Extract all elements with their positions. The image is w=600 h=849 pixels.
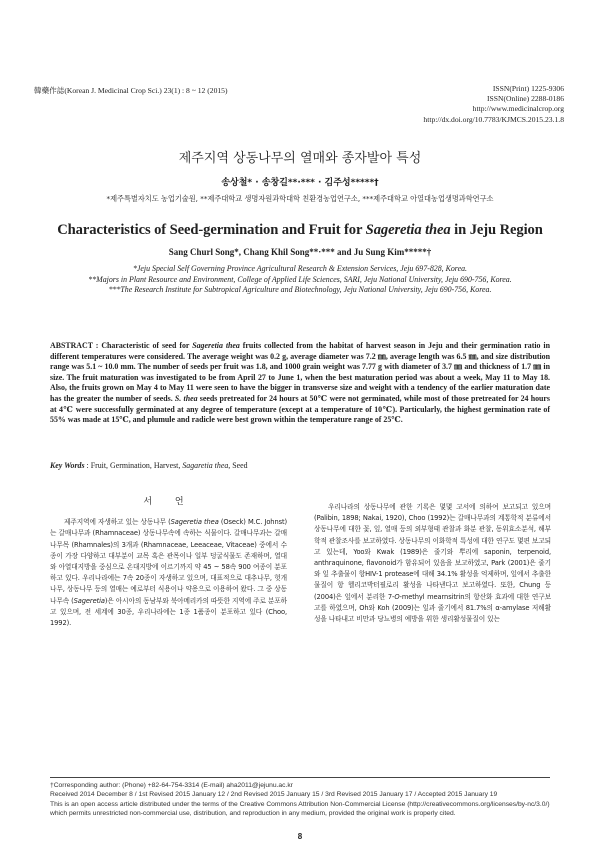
intro-left-text-b: (Oseck) M.C. Johnst)는 갈매나무과 (Rhamnaceae) 상동나무속에 속하는 식물이다. 갈매나무과는 갈매나무목 (Rhamnales)의 3개과 (Rhamnaceae, Leeaceae, Vitaceae) 중에서 수종이 가장 다양하고 대부분이 교목 혹은 관목이나 일부 덩굴식물도 존재하며, 열대와 아열대지방을 중심으로 온대지방에 이르기까지 약 45 ~ 58속 900 여종이 분포하고 있다. 우리나라에는 7속 20종이 자생하고 있으며, 대표적으로 대추나무, 헛개나무, 상동나무 등의 열매는 예로부터 식용이나 약용으로 이용하여 왔다. 그 중 상동나무속 ( [50,518,287,605]
abstract-text-2: fruits collected from the habitat of harvest season in Jeju and their germination ratio in different temperatures were considered. The average weight was 0.2 g, average diameter was 7.2 ㎜, average length was 6.5 ㎜, and size distribution range was 5.1 ~ 10.0 mm. The number of seeds per fruit was 1.8, and 1000 grain weight was 7.77 g with diameter of 3.7 ㎜ and thickness of 1.7 ㎜ in size. The fruit maturation was investigated to be from April 27 to June 1, when the best maturation period was about a week, May 11 to May 18. Also, the fruits grown on May 4 to May 11 were seen to have the bigger in transverse size and weight with a tendency of the earlier maturation date has the greater the number of seeds. [50,341,551,403]
affiliation-1: *Jeju Special Self Governing Province Agricultural Research & Extension Services, Jeju 697-828, Korea. [132,264,468,273]
abstract-species-2: S. thea [174,393,198,403]
title-prefix: Characteristics of Seed-germination and Fruit for [57,222,366,238]
footnote [50,781,550,819]
intro-left-text-a: 제주지역에 자생하고 있는 상동나무 ( [64,518,171,527]
intro-right-column [314,502,551,625]
intro-left-text-c: )은 아시아의 동남부와 북아메리카의 따뜻한 지역에 주로 분포하고 있으며, 전 세계에 30종, 우리나라에는 1종 1품종이 분포하고 있다 (Choo, 1992). [50,596,287,628]
english-authors: Sang Churl Song*, Chang Khil Song**·*** and Ju Sung Kim*****† [168,247,432,257]
intro-right-text-a: 우리나라의 상동나무에 관한 기록은 몇몇 고서에 의하여 보고되고 있으며 (Palibin, 1898; Nakai, 1920), Choo (1992)는 갈매나무과의 계통학적 분류에서 상동나무에 대한 꽃, 잎, 열매 등의 외부형태 관찰과 화분 관찰, 동위효소분석, 해부학적 관찰조사를 보고하였다. 상동나무의 이화학적 특성에 대한 연구도 몇편 보고되고 있는데, Yoo와 Kwak (1989)은 줄기와 뿌리에 saponin, terpenoid, anthraquinone, flavonoid가 함유되어 있음을 보고하였고, Park (2001)은 줄기와 잎 추출물이 항HIV-1 protease에 대해 34.1% 활성을 억제하며, 잎에서 추출한 물질이 항 헬리코박터필로리 활성을 나타낸다고 보고하였다. 또한, Chung 등 (2004)은 잎에서 분리한 7- [314,503,551,601]
abstract-text-3: seeds pretreated for 24 hours at 50℃ were not germinated, while most of those pretreated for 24 hours at 4℃ were successfully germinated at any degree of temperature (except at a temperature of 10℃). Particularly, the highest germination rate of 55% was made at 15℃, and plumule and radicle were best grown within the temperature range of 25℃. [50,393,550,425]
journal-citation: 韓藥作誌(Korean J. Medicinal Crop Sci.) 23(1) : 8 ~ 12 (2015) [34,86,228,95]
intro-left-genus: Sageretia [73,596,105,605]
keywords-label: Key Words [50,461,85,470]
issn-print: ISSN(Print) 1225-9306 [492,84,564,93]
intro-paragraph-2 [314,502,551,625]
korean-affiliations: *제주특별자치도 농업기술원, **제주대학교 생명자원과학대학 친환경농업연구소, ***제주대학교 아열대농업생명과학연구소 [106,194,494,203]
keywords-text-1: : Fruit, Germination, Harvest, [84,461,183,470]
journal-identifiers [423,84,564,125]
doi-link: http://dx.doi.org/10.7783/KJMCS.2015.23.1.8 [423,114,564,124]
abstract-text-1: Characteristic of seed for [101,341,193,350]
section-title-intro: 서 언 [143,497,194,507]
intro-left-species: Sageretia thea [170,518,219,527]
abstract [50,341,550,426]
english-title [0,222,600,239]
received-dates: Received 2014 December 8 / 1st Revised 2015 January 12 / 2nd Revised 2015 January 15 / 3rd Revised 2015 January 17 / Accepted 2015 January 19 [50,791,498,799]
abstract-label: ABSTRACT : [50,341,102,350]
title-suffix: in Jeju Region [450,222,543,238]
affiliation-2: **Majors in Plant Resource and Environment, College of Applied Life Sciences, SARI, Jeju National University, Jeju 690-756, Korea. [88,274,512,284]
intro-left-column [50,497,287,629]
english-affiliations [60,264,540,296]
corresponding-author: †Corresponding author: (Phone) +82-64-754-3314 (E-mail) aha2011@jejunu.ac.kr [50,782,293,789]
keywords-species: Sagaretia thea [182,461,229,470]
affiliation-3: ***The Research Institute for Subtropical Agriculture and Biotechnology, Jeju National University, Jeju 690-756, Korea. [108,285,492,295]
issn-online: ISSN(Online) 2288-0186 [487,94,564,104]
intro-right-text-b: -methyl mearnsitrin의 항산화 효과에 대한 연구보고를 하였으며, Oh와 Koh (2009)는 잎과 줄기에서 81.7%의 α-amylase 저해활성을 나타내고 비만과 당뇨병의 예방을 위한 생리활성물질이 있는 [314,592,552,624]
footnote-divider [50,777,550,778]
korean-title: 제주지역 상동나무의 열매와 종자발아 특성 [178,151,422,166]
keywords [50,461,550,472]
keywords-text-2: , Seed [228,461,248,470]
title-species: Sageretia thea [365,222,451,238]
abstract-species-1: Sageretia thea [192,341,240,350]
page-number: 8 [297,832,303,841]
korean-authors: 송상철* · 송창길**·*** · 김주성*****† [221,178,379,188]
journal-website: http://www.medicinalcrop.org [472,104,564,114]
intro-right-italic-o: O [394,592,400,601]
intro-paragraph-1 [50,517,287,629]
license-text: This is an open access article distributed under the terms of the Creative Commons Attribution Non-Commercial License (http://creativecommons.org/licenses/by-nc/3.0/) which permits unrestricted non-commercial use, distribution, and reproduction in any medium, provided the original work is properly cited. [50,800,550,818]
